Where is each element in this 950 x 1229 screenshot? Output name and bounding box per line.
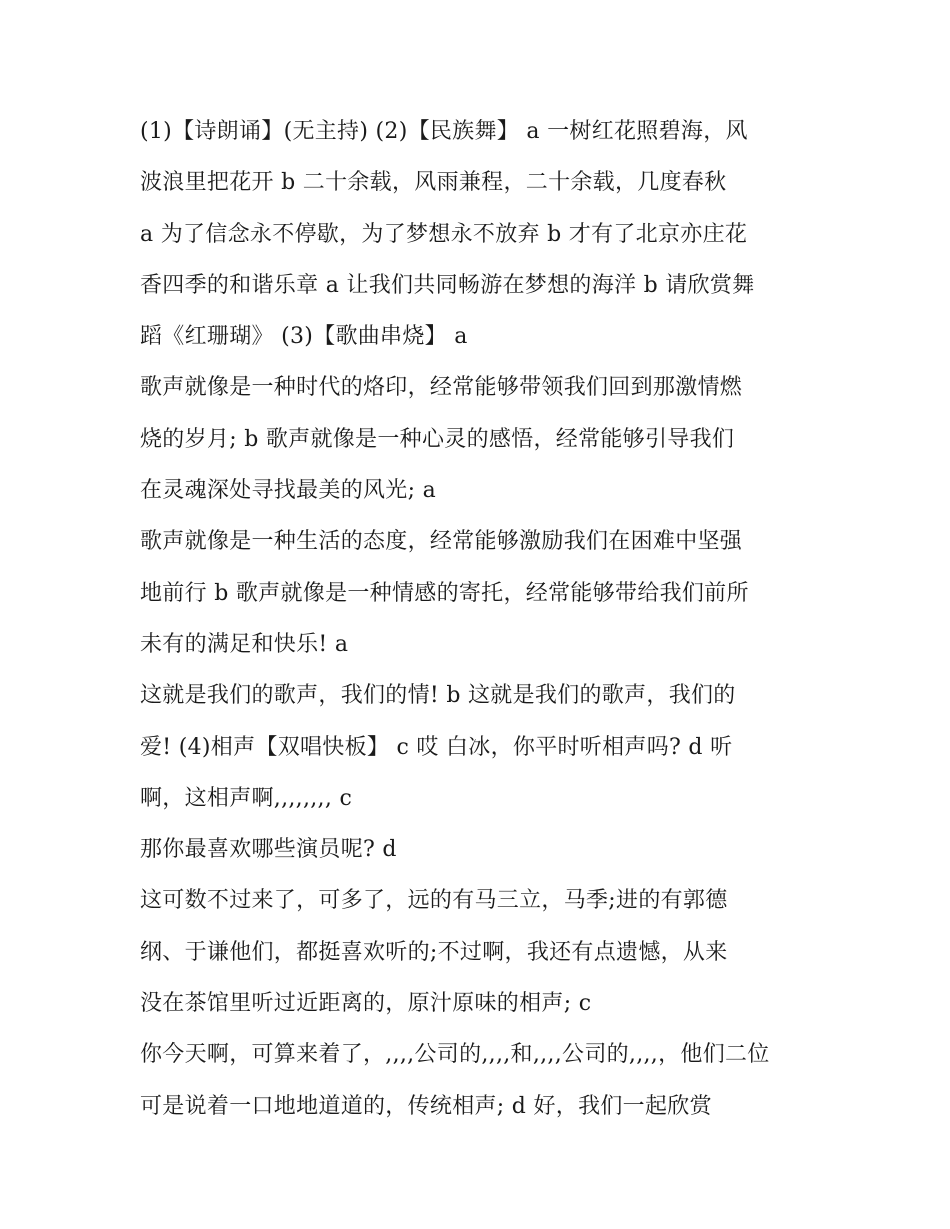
- text-line-3: a 为了信念永不停歇，为了梦想永不放弃 b 才有了北京亦庄花: [140, 221, 748, 247]
- text-line-15: 那你最喜欢哪些演员呢? d: [140, 837, 397, 863]
- text-line-11: 未有的满足和快乐! a: [140, 631, 349, 657]
- text-line-7: 烧的岁月; b 歌声就像是一种心灵的感悟，经常能够引导我们: [140, 426, 735, 452]
- text-line-4: 香四季的和谐乐章 a 让我们共同畅游在梦想的海洋 b 请欣赏舞: [140, 272, 755, 298]
- text-line-14: 啊，这相声啊,,,,,,,, c: [140, 785, 353, 811]
- text-line-2: 波浪里把花开 b 二十余载，风雨兼程，二十余载，几度春秋: [140, 170, 727, 196]
- text-line-5: 蹈《红珊瑚》 (3)【歌曲串烧】 a: [140, 324, 468, 350]
- text-line-19: 你今天啊，可算来着了，,,,,公司的,,,,和,,,,公司的,,,,，他们二位: [140, 1042, 770, 1068]
- text-line-16: 这可数不过来了，可多了，远的有马三立，马季;进的有郭德: [140, 888, 728, 914]
- text-line-12: 这就是我们的歌声，我们的情! b 这就是我们的歌声，我们的: [140, 683, 736, 709]
- text-line-9: 歌声就像是一种生活的态度，经常能够激励我们在困难中坚强: [140, 529, 743, 555]
- text-line-10: 地前行 b 歌声就像是一种情感的寄托，经常能够带给我们前所: [140, 580, 749, 606]
- text-line-20: 可是说着一口地地道道的，传统相声; d 好，我们一起欣赏: [140, 1093, 712, 1119]
- text-line-17: 纲、于谦他们，都挺喜欢听的;不过啊，我还有点遗憾，从来: [140, 939, 728, 965]
- text-line-18: 没在茶馆里听过近距离的，原汁原味的相声; c: [140, 991, 592, 1017]
- text-line-6: 歌声就像是一种时代的烙印，经常能够带领我们回到那激情燃: [140, 375, 743, 401]
- text-line-8: 在灵魂深处寻找最美的风光; a: [140, 478, 437, 504]
- text-line-13: 爱! (4)相声【双唱快板】 c 哎 白冰，你平时听相声吗? d 听: [140, 734, 733, 760]
- document-page: [140, 106, 820, 1132]
- text-line-1: (1)【诗朗诵】(无主持) (2)【民族舞】 a 一树红花照碧海，风: [140, 119, 748, 144]
